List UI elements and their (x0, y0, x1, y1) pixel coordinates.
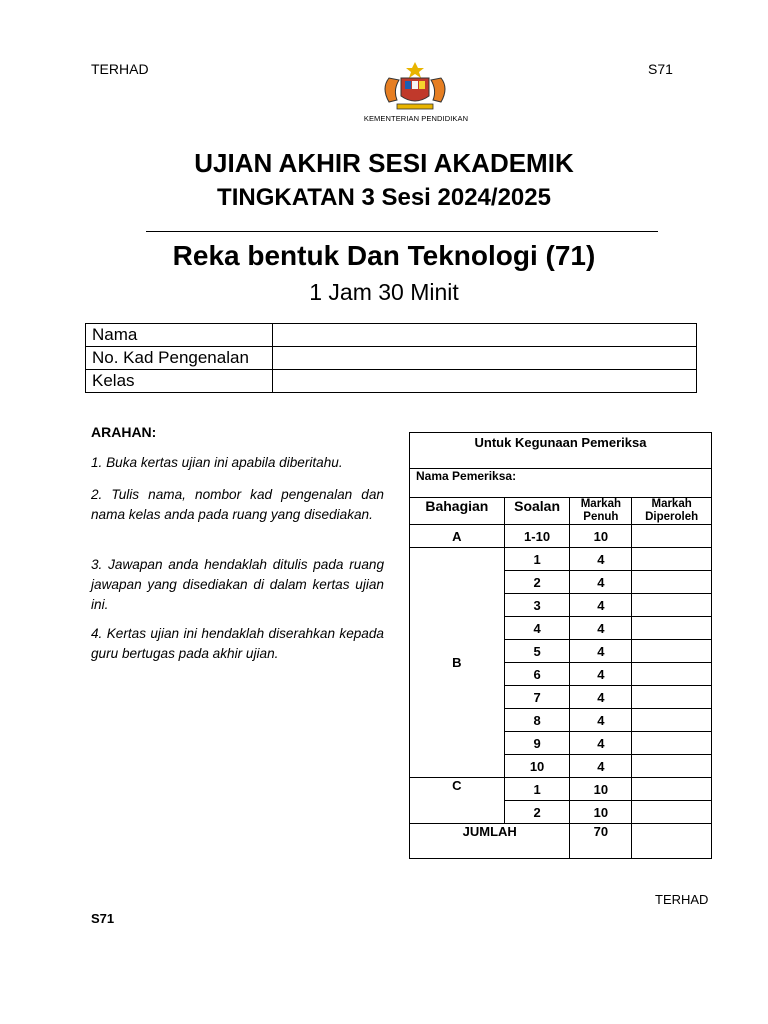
examiner-marks-table (409, 432, 712, 859)
question-number: 9 (504, 732, 570, 755)
full-marks: 4 (570, 571, 632, 594)
footer-code: S71 (91, 911, 115, 926)
section-label: A (410, 525, 505, 548)
exam-title: UJIAN AKHIR SESI AKADEMIK (194, 148, 574, 178)
field-input-ic[interactable] (273, 347, 697, 370)
col-header-markah-penuh: Markah Penuh (570, 498, 632, 525)
marks-obtained-cell[interactable] (632, 709, 712, 732)
question-number: 6 (504, 663, 570, 686)
full-marks: 10 (570, 525, 632, 548)
question-number: 1 (504, 778, 570, 801)
table-row (410, 469, 712, 498)
marks-obtained-cell[interactable] (632, 801, 712, 824)
marks-obtained-cell[interactable] (632, 617, 712, 640)
marks-obtained-cell[interactable] (632, 548, 712, 571)
question-number: 2 (504, 801, 570, 824)
logo-caption: KEMENTERIAN PENDIDIKAN (363, 114, 469, 123)
section-label: B (410, 548, 505, 778)
student-details-table (85, 323, 697, 393)
question-number: 7 (504, 686, 570, 709)
full-marks: 10 (570, 778, 632, 801)
coat-of-arms-logo (375, 58, 455, 114)
marks-obtained-cell[interactable] (632, 686, 712, 709)
footer-classification: TERHAD (655, 892, 709, 907)
full-marks: 4 (570, 617, 632, 640)
question-number: 4 (504, 617, 570, 640)
marks-obtained-cell[interactable] (632, 525, 712, 548)
marks-obtained-cell[interactable] (632, 778, 712, 801)
instruction-item: 1. Buka kertas ujian ini apabila diberitahu. (91, 455, 343, 470)
table-row (410, 548, 712, 571)
instruction-item: 3. Jawapan anda hendaklah ditulis pada ruang jawapan yang disediakan di dalam kertas ujian ini. (91, 557, 384, 612)
field-label-kelas: Kelas (86, 370, 273, 393)
full-marks: 4 (570, 709, 632, 732)
total-full-marks: 70 (570, 824, 632, 859)
col-header-soalan: Soalan (504, 498, 570, 525)
full-marks: 4 (570, 640, 632, 663)
table-row (410, 525, 712, 548)
total-label: JUMLAH (410, 824, 570, 859)
full-marks: 4 (570, 663, 632, 686)
header-classification: TERHAD (91, 61, 149, 77)
exam-session: TINGKATAN 3 Sesi 2024/2025 (217, 184, 551, 211)
total-marks-obtained-cell[interactable] (632, 824, 712, 859)
marks-obtained-cell[interactable] (632, 640, 712, 663)
full-marks: 4 (570, 686, 632, 709)
instruction-item: 2. Tulis nama, nombor kad pengenalan dan nama kelas anda pada ruang yang disediakan. (91, 487, 384, 522)
table-row (86, 370, 697, 393)
section-label: C (410, 778, 505, 824)
marks-obtained-cell[interactable] (632, 755, 712, 778)
divider (146, 231, 658, 232)
full-marks: 4 (570, 732, 632, 755)
question-number: 5 (504, 640, 570, 663)
question-number: 10 (504, 755, 570, 778)
table-row (410, 824, 712, 859)
table-row (86, 347, 697, 370)
marks-obtained-cell[interactable] (632, 732, 712, 755)
instructions-heading: ARAHAN: (91, 424, 157, 440)
table-row (410, 778, 712, 801)
field-label-ic: No. Kad Pengenalan (86, 347, 273, 370)
instruction-item: 4. Kertas ujian ini hendaklah diserahkan kepada guru bertugas pada akhir ujian. (91, 626, 384, 661)
table-row (410, 433, 712, 469)
subject-title: Reka bentuk Dan Teknologi (71) (172, 240, 596, 271)
table-row (410, 498, 712, 525)
question-number: 8 (504, 709, 570, 732)
col-header-markah-diperoleh: Markah Diperoleh (632, 498, 712, 525)
question-range: 1-10 (504, 525, 570, 548)
full-marks: 4 (570, 548, 632, 571)
field-label-nama: Nama (86, 324, 273, 347)
full-marks: 10 (570, 801, 632, 824)
question-number: 3 (504, 594, 570, 617)
full-marks: 4 (570, 594, 632, 617)
col-header-bahagian: Bahagian (410, 498, 505, 525)
marks-obtained-cell[interactable] (632, 594, 712, 617)
field-input-nama[interactable] (273, 324, 697, 347)
table-row (86, 324, 697, 347)
header-code: S71 (648, 61, 673, 77)
examiner-name-field[interactable]: Nama Pemeriksa: (410, 469, 712, 498)
question-number: 1 (504, 548, 570, 571)
full-marks: 4 (570, 755, 632, 778)
marks-obtained-cell[interactable] (632, 663, 712, 686)
exam-duration: 1 Jam 30 Minit (309, 279, 459, 305)
examiner-table-title: Untuk Kegunaan Pemeriksa (410, 433, 712, 469)
question-number: 2 (504, 571, 570, 594)
marks-obtained-cell[interactable] (632, 571, 712, 594)
field-input-kelas[interactable] (273, 370, 697, 393)
